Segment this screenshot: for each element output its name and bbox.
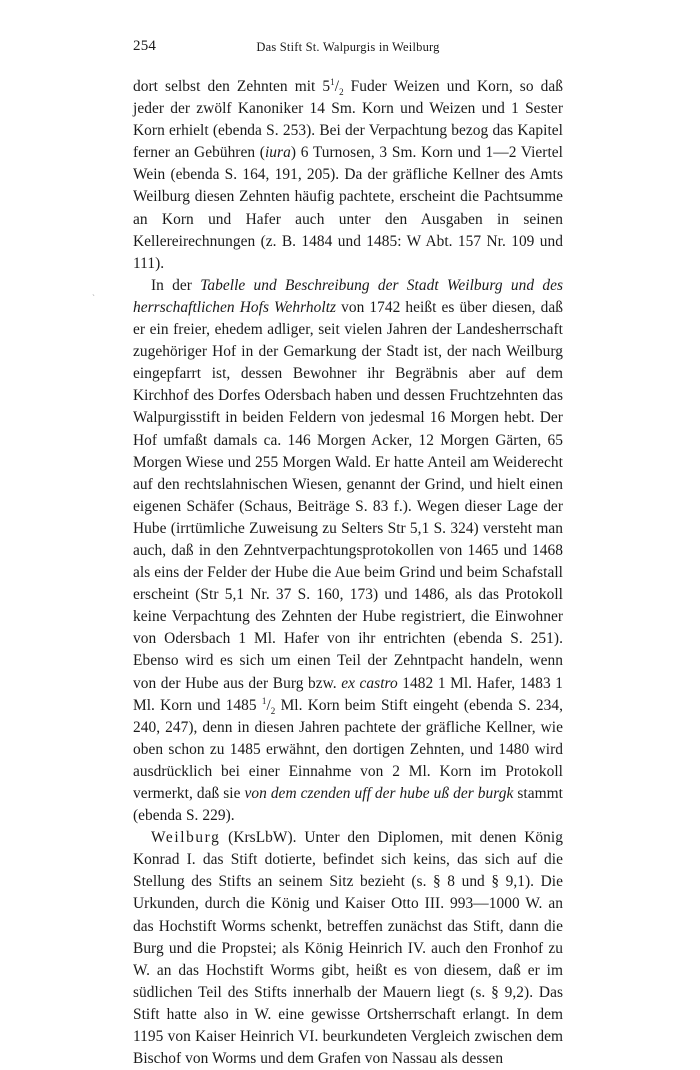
margin-mark: ˎ bbox=[92, 286, 95, 296]
text-run: (KrsLbW). Unter den Diplomen, mit denen König Konrad I. das Stift dotierte, befindet sich keins, das sich auf die Stellung des Stifts an seinem Sitz bezieht (s. § 8 und § 9,1). Die Urkunden, durch die König und Kaiser Otto III. 993—1000 W. an das Hochstift Worms schenkt, betreffen zunächst das Stift, dann die Burg und die Propstei; als König Heinrich IV. auch den Fronhof zu W. an das Hochstift Worms gibt, heißt es von diesem, daß er im südlichen Teil des Stifts innerhalb der Mauern liegt (s. § 9,2). Das Stift hatte also in W. eine gewisse Ortsherrschaft erlangt. In dem 1195 von Kaiser Heinrich VI. beurkundeten Vergleich zwischen dem Bischof von Worms und dem Grafen von Nassau als dessen bbox=[133, 829, 563, 1068]
running-title: Das Stift St. Walpurgis in Weilburg bbox=[256, 40, 440, 54]
fraction-denominator: 2 bbox=[339, 87, 344, 98]
italic-source-title: Tabelle und Beschreibung der Stadt Weilburg und des herrschaftlichen Hofs Wehrholtz bbox=[133, 276, 563, 316]
entry-heading: Weilburg bbox=[151, 829, 221, 847]
paragraph-2 bbox=[133, 275, 563, 827]
fraction-numerator: 1 bbox=[330, 76, 335, 87]
text-run: stammt (ebenda S. 229). bbox=[133, 785, 563, 825]
fraction-denominator: 2 bbox=[270, 705, 276, 716]
text-run: Ml. Korn beim Stift eingeht (ebenda S. 234, 240, 247), denn in diesen Jahren pachtete der gräfliche Kellner, wie oben schon zu 1485 erwähnt, den dortigen Zehnten, und 1480 wird ausdrücklich bei einer Einnahme von 2 Ml. Korn im Protokoll vermerkt, daß sie bbox=[133, 696, 563, 802]
italic-term: ex castro bbox=[341, 674, 398, 692]
text-run: Fuder Weizen und Korn, so daß jeder der zwölf Kanoniker 14 Sm. Korn und Weizen und 1 Sester Korn erhielt (ebenda S. 253). Bei der Verpachtung bezog das Kapitel ferner an Gebühren ( bbox=[133, 78, 563, 162]
paragraph-3 bbox=[133, 827, 563, 1070]
text-run: In der bbox=[151, 276, 201, 294]
paragraph-1 bbox=[133, 76, 563, 275]
fraction-slash: / bbox=[266, 696, 271, 714]
fraction-slash: / bbox=[334, 78, 340, 95]
italic-quotation: von dem czenden uff der hube uß der burgk bbox=[244, 785, 514, 802]
text-run: 1482 1 Ml. Hafer, 1483 1 Ml. Korn und 1485 bbox=[133, 674, 563, 714]
page-header bbox=[133, 38, 563, 58]
fraction-numerator: 1 bbox=[261, 695, 267, 706]
text-run: von 1742 heißt es über diesen, daß er ein freier, ehedem adliger, seit vielen Jahren der Landesherrschaft zugehöriger Hof in der Gemarkung der Stadt ist, der nach Weilburg eingepfarrt ist, dessen Bewohner ihr Begräbnis aber auf dem Kirchhof des Dorfes Odersbach haben und dessen Fruchtzehnten das Walpurgisstift in beiden Feldern von jedesmal 16 Morgen hebt. Der Hof umfaßt damals ca. 146 Morgen Acker, 12 Morgen Gärten, 65 Morgen Wiese und 255 Morgen Wald. Er hatte Anteil am Weiderecht auf den rechtslahnischen Wiesen, genannt der Grind, und hielt einen eigenen Schäfer (Schaus, Beiträge S. 83 f.). Wegen dieser Lage der Hube (irrtümliche Zuweisung zu Selters Str 5,1 S. 324) versteht man auch, daß in den Zehntverpachtungsprotokollen von 1465 und 1468 als eins der Felder der Hube die Aue beim Grind und beim Schafstall erscheint (Str 5,1 Nr. 37 S. 160, 173) und 1486, als das Protokoll keine Verpachtung des Zehnten der Hube registriert, die Einwohner von Odersbach 1 Ml. Hafer von ihr entrichten (ebenda S. 251). Ebenso wird es sich um einen Teil der Zehntpacht handeln, wenn von der Hube aus der Burg bzw. bbox=[133, 298, 563, 692]
text-run: dort selbst den Zehnten mit 5 bbox=[133, 78, 331, 95]
page-number: 254 bbox=[133, 38, 157, 54]
text-run: ) 6 Turnosen, 3 Sm. Korn und 1—2 Viertel Wein (ebenda S. 164, 191, 205). Da der gräfliche Kellner des Amts Weilburg diesen Zehnten häufig pachtete, erscheint die Pachtsumme an Korn und Hafer auch unter den Ausgaben in seinen Kellereirechnungen (z. B. 1484 und 1485: W Abt. 157 Nr. 109 und 111). bbox=[133, 144, 563, 272]
body-text bbox=[133, 76, 563, 1070]
italic-term: iura bbox=[264, 144, 291, 162]
